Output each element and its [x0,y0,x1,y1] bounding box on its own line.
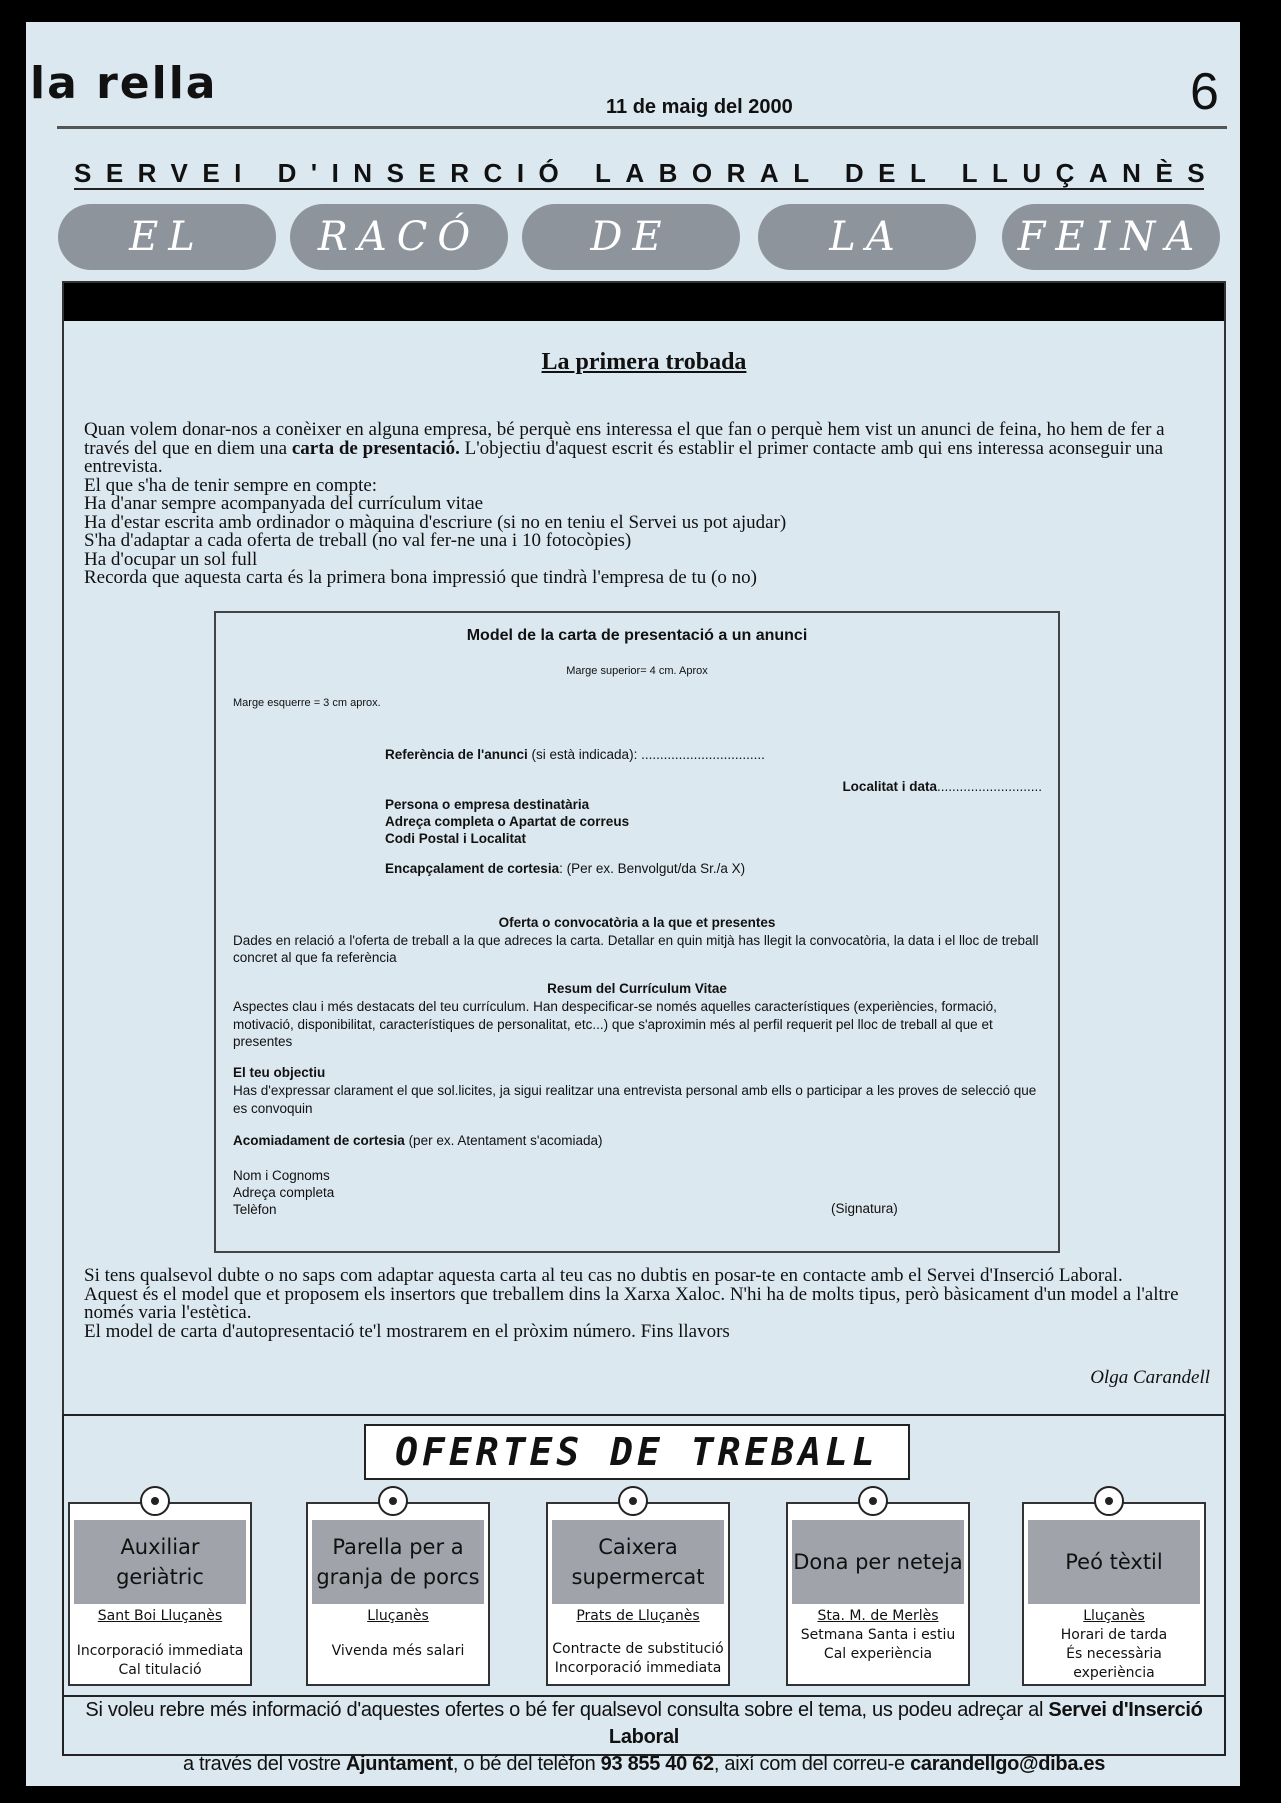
job-title: Auxiliar geriàtric [74,1520,246,1604]
job-card [1022,1502,1206,1686]
model-cv-text: Aspectes clau i més destacats del teu currículum. Han despecificar-se només aquelles característiques (experiències, formació, motivació, disponibilitat, característiques de personalitat, etc...) que s'aproximin més al perfil requerit pel lloc de treball al que et presentes [233,999,997,1049]
closing-line: El model de carta d'autopresentació te'l mostrarem en el pròxim número. Fins llavors [84,1320,730,1342]
model-offer-text: Dades en relació a l'oferta de treball a la que adreces la carta. Detallar en quin mitjà has llegit la convocatòria, la data i el lloc de treball concret al que fa referència [233,933,1039,965]
job-place: Lluçanès [1083,1608,1145,1624]
model-title: Model de la carta de presentació a un anunci [466,627,808,644]
job-title: Caixera supermercat [552,1520,724,1604]
article-line: Ha d'ocupar un sol full [84,548,258,570]
job-place: Sta. M. de Merlès [817,1608,939,1624]
job-info: Setmana Santa i estiu Cal experiència [800,1627,956,1662]
issue-date: 11 de maig del 2000 [606,96,793,118]
job-card [306,1502,490,1686]
job-title: Dona per neteja [792,1520,964,1604]
job-offers-title: OFERTES DE TREBALL [364,1424,910,1480]
article-closing [84,1267,1204,1341]
section-word: EL [58,204,276,270]
article-top-bar [64,283,1224,321]
phone-number: 93 855 40 62 [600,1753,714,1775]
model-place-date: Localitat i data............................ [842,779,1042,794]
model-goal-title: El teu objectiu [233,1065,326,1080]
article-line: S'ha d'adaptar a cada oferta de treball (no val fer-ne una i 10 fotocòpies) [84,530,632,551]
section-word: LA [758,204,976,270]
article-body [84,421,1204,588]
model-farewell: Acomiadament de cortesia (per ex. Atentament s'acomiada) [233,1133,603,1148]
model-offer-title: Oferta o convocatòria a la que et presentes [498,915,776,930]
email-link: carandellgo@diba.es [910,1753,1106,1775]
job-title: Peó tèxtil [1028,1520,1200,1604]
header-rule [57,126,1227,129]
model-margin-top: Marge superior= 4 cm. Aprox [566,665,708,677]
footer-line-2: a través del vostre Ajuntament, o bé del telèfon 93 855 40 62, així com del correu-e carandellgo@diba.es [182,1753,1106,1775]
service-heading: SERVEI D'INSERCIÓ LABORAL DEL LLUÇANÈS [74,158,1220,188]
pin-icon [1094,1486,1124,1516]
job-card [546,1502,730,1686]
closing-line: Aquest és el model que et proposem els insertors que treballem dins la Xarxa Xaloc. N'hi ha de molts tipus, però bàsicament d'un model a l'altre només varia l'estètica. [84,1283,1179,1323]
closing-line: Si tens qualsevol dubte o no saps com adaptar aquesta carta al teu cas no dubtis en posar-te en contacte amb el Servei d'Inserció Laboral. [84,1265,1123,1286]
job-offers-box [62,1414,1226,1775]
job-offers-footer [64,1695,1224,1775]
job-info: Contracte de substitució Incorporació immediata [552,1641,724,1676]
model-sender: Nom i Cognoms Adreça completa Telèfon [233,1168,335,1217]
pin-icon [140,1486,170,1516]
model-signature: (Signatura) [831,1201,898,1216]
article-line: Recorda que aquesta carta és la primera bona impressió que tindrà l'empresa de tu (o no) [84,567,757,588]
footer-line-1: Si voleu rebre més informació d'aquestes ofertes o bé fer qualsevol consulta sobre el tema, us podeu adreçar al Servei d'Inserció Laboral [85,1699,1203,1748]
model-cv-title: Resum del Currículum Vitae [547,981,727,996]
article-line: Ha d'anar sempre acompanyada del currículum vitae [84,493,484,514]
job-place: Prats de Lluçanès [576,1608,700,1624]
section-word: RACÓ [290,204,508,270]
article-box [62,281,1226,1416]
page-number: 6 [1190,63,1219,121]
article-line: Ha d'estar escrita amb ordinador o màquina d'escriure (si no en teniu el Servei us pot ajudar) [84,511,787,533]
pin-icon [378,1486,408,1516]
letter-model-box [214,611,1060,1253]
model-greeting: Encapçalament de cortesia: (Per ex. Benvolgut/da Sr./a X) [385,861,746,876]
pin-icon [618,1486,648,1516]
pin-icon [858,1486,888,1516]
model-reference: Referència de l'anunci (si està indicada): ................................. [385,747,765,762]
job-info: Incorporació immediata Cal titulació [76,1643,244,1678]
job-place: Sant Boi Lluçanès [97,1608,223,1624]
article-title: La primera trobada [541,349,747,375]
article-intro: Quan volem donar-nos a conèixer en alguna empresa, bé perquè ens interessa el que fan o perquè hem vist un anunci de feina, ho hem de fer a través del que en diem una carta de presentació. L'objectiu d'aquest escrit és establir el primer contacte amb qui ens interessa aconseguir una entrevista. [84,419,1165,477]
article-author: Olga Carandell [1090,1367,1210,1388]
model-recipient: Persona o empresa destinatària Adreça completa o Apartat de correus Codi Postal i Localitat [385,797,630,846]
section-word: FEINA [1002,204,1220,270]
section-word: DE [522,204,740,270]
model-goal-text: Has d'expressar clarament el que sol.licites, ja sigui realitzar una entrevista personal amb ells o participar a les proves de selecció que es convoquin [233,1083,1037,1116]
job-info: Vivenda més salari [331,1643,465,1659]
job-card [68,1502,252,1686]
model-margin-left: Marge esquerre = 3 cm aprox. [233,697,381,709]
job-card [786,1502,970,1686]
masthead-logo: la rella [30,58,218,109]
article-line: El que s'ha de tenir sempre en compte: [84,474,378,496]
job-info: Horari de tarda És necessària experiència [1060,1627,1168,1681]
job-place: Lluçanès [367,1608,429,1624]
section-banner [58,204,1224,270]
job-title: Parella per a granja de porcs [312,1520,484,1604]
